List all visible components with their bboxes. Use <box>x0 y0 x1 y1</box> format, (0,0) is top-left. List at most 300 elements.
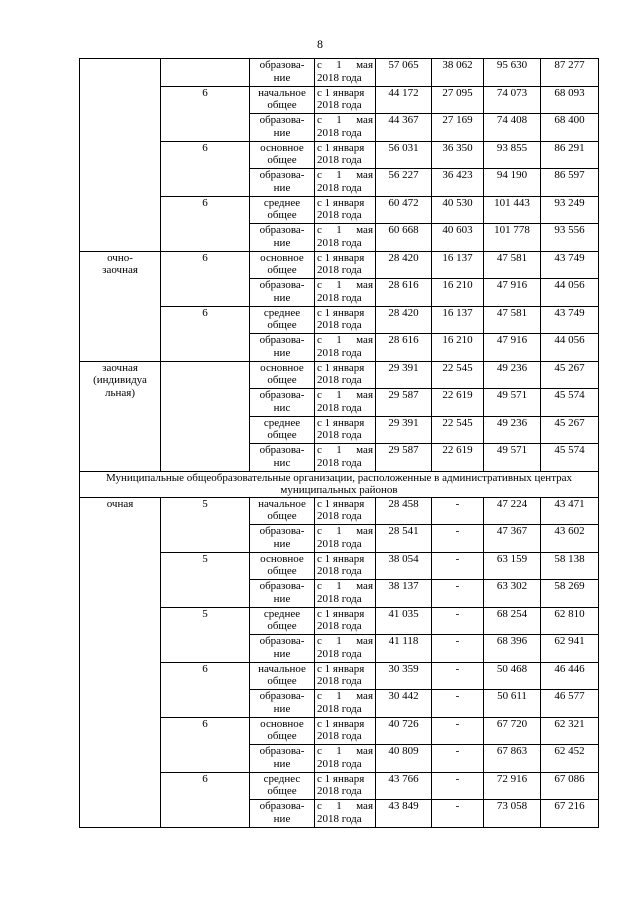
level-general: общее <box>267 374 297 386</box>
level-cell <box>250 196 315 224</box>
level-cell <box>250 717 315 745</box>
value-cell: 62 321 <box>541 717 599 745</box>
value-cell: 47 581 <box>484 251 541 279</box>
level-edu-top: образова- <box>259 525 305 537</box>
period-cell <box>315 525 376 553</box>
grade-cell: 6 <box>161 86 250 141</box>
value-cell: 62 941 <box>541 635 599 663</box>
level-cell <box>250 279 315 307</box>
level-cell <box>250 525 315 553</box>
value-cell: 58 138 <box>541 552 599 580</box>
value-cell: 63 159 <box>484 552 541 580</box>
period-cell <box>315 361 376 389</box>
grade-cell: 6 <box>161 717 250 772</box>
period-year: 2018 года <box>317 429 362 441</box>
value-cell: - <box>432 772 484 800</box>
level-cell <box>250 306 315 334</box>
period-year: 2018 года <box>317 510 362 522</box>
level-edu-bottom: нис <box>273 401 291 414</box>
period-prefix: с <box>317 389 322 401</box>
level-cell <box>250 114 315 142</box>
period-jan: с 1 января <box>317 662 365 675</box>
period-cell <box>315 690 376 718</box>
value-cell: 60 668 <box>376 224 432 252</box>
period-year: 2018 года <box>317 209 362 221</box>
level-name: среднее <box>263 416 301 429</box>
value-cell: 45 267 <box>541 361 599 389</box>
value-cell: 87 277 <box>541 59 599 87</box>
value-cell: 67 863 <box>484 745 541 773</box>
period-day: 1 <box>336 690 342 702</box>
level-cell <box>250 444 315 472</box>
period-cell <box>315 334 376 362</box>
level-general: общее <box>267 785 297 797</box>
value-cell: 29 587 <box>376 389 432 417</box>
level-general: общее <box>267 565 297 577</box>
value-cell: 44 056 <box>541 279 599 307</box>
level-cell <box>250 745 315 773</box>
value-cell: 86 291 <box>541 141 599 169</box>
period-cell <box>315 662 376 690</box>
value-cell: 50 611 <box>484 690 541 718</box>
value-cell: - <box>432 745 484 773</box>
level-cell <box>250 251 315 279</box>
value-cell: 67 086 <box>541 772 599 800</box>
period-year: 2018 года <box>317 456 362 469</box>
period-prefix: с <box>317 580 322 592</box>
value-cell: 47 367 <box>484 525 541 553</box>
period-cell <box>315 580 376 608</box>
period-month: мая <box>356 635 373 647</box>
value-cell: 43 471 <box>541 497 599 525</box>
value-cell: 28 616 <box>376 334 432 362</box>
value-cell: 68 400 <box>541 114 599 142</box>
level-cell <box>250 662 315 690</box>
period-prefix: с <box>317 745 322 757</box>
value-cell: 28 458 <box>376 497 432 525</box>
period-year: 2018 года <box>317 291 362 304</box>
level-edu-top: образова- <box>259 444 305 456</box>
value-cell: 29 391 <box>376 416 432 444</box>
level-general: общее <box>267 209 297 221</box>
period-year: 2018 года <box>317 374 362 386</box>
period-day: 1 <box>336 279 342 291</box>
value-cell: 101 778 <box>484 224 541 252</box>
period-year: 2018 года <box>317 757 362 770</box>
value-cell: 36 423 <box>432 169 484 197</box>
value-cell: 43 602 <box>541 525 599 553</box>
period-month: мая <box>356 114 373 126</box>
value-cell: 44 172 <box>376 86 432 114</box>
table-row <box>80 361 599 389</box>
level-edu-top: образова- <box>259 334 305 346</box>
level-edu-top: образова- <box>259 690 305 702</box>
value-cell: 56 227 <box>376 169 432 197</box>
period-jan: с 1 января <box>317 251 365 264</box>
form-cell <box>80 59 161 252</box>
value-cell: 95 630 <box>484 59 541 87</box>
grade-cell <box>161 361 250 471</box>
period-day: 1 <box>336 444 342 456</box>
value-cell: 72 916 <box>484 772 541 800</box>
level-general: общее <box>267 510 297 522</box>
period-cell <box>315 389 376 417</box>
period-cell <box>315 635 376 663</box>
period-cell <box>315 552 376 580</box>
level-name: основное <box>260 361 304 374</box>
period-day: 1 <box>336 635 342 647</box>
period-year: 2018 года <box>317 675 362 687</box>
level-name: среднее <box>263 607 301 620</box>
value-cell: 46 446 <box>541 662 599 690</box>
period-month: мая <box>356 59 373 71</box>
level-general: общее <box>267 154 297 166</box>
period-jan: с 1 января <box>317 552 365 565</box>
level-edu-bottom: ние <box>273 71 291 84</box>
period-month: мая <box>356 580 373 592</box>
level-name: основное <box>260 717 304 730</box>
form-label: очно- <box>107 251 133 264</box>
value-cell: 22 619 <box>432 389 484 417</box>
period-jan: с 1 января <box>317 497 365 510</box>
value-cell: 47 916 <box>484 334 541 362</box>
level-general: общее <box>267 429 297 441</box>
period-cell <box>315 772 376 800</box>
grade-cell: 5 <box>161 552 250 607</box>
level-edu-bottom: ние <box>273 181 291 194</box>
value-cell: 40 726 <box>376 717 432 745</box>
value-cell: 28 420 <box>376 251 432 279</box>
level-edu-bottom: ние <box>273 236 291 249</box>
grade-cell: 6 <box>161 196 250 251</box>
period-cell <box>315 169 376 197</box>
form-label: (индивидуа <box>93 374 147 386</box>
value-cell: 16 210 <box>432 279 484 307</box>
period-cell <box>315 306 376 334</box>
period-jan: с 1 января <box>317 306 365 319</box>
value-cell: 74 073 <box>484 86 541 114</box>
level-name: основное <box>260 552 304 565</box>
level-edu-bottom: ние <box>273 346 291 359</box>
level-edu-top: образова- <box>259 279 305 291</box>
value-cell: - <box>432 690 484 718</box>
level-name: среднее <box>263 306 301 319</box>
period-month: мая <box>356 800 373 812</box>
level-cell <box>250 552 315 580</box>
value-cell: 43 766 <box>376 772 432 800</box>
period-jan: с 1 января <box>317 86 365 99</box>
level-cell <box>250 800 315 828</box>
period-day: 1 <box>336 389 342 401</box>
period-cell <box>315 717 376 745</box>
value-cell: 28 420 <box>376 306 432 334</box>
period-cell <box>315 444 376 472</box>
period-cell <box>315 196 376 224</box>
grade-cell: 6 <box>161 306 250 361</box>
period-cell <box>315 497 376 525</box>
page-number: 8 <box>317 37 323 51</box>
value-cell: 43 849 <box>376 800 432 828</box>
value-cell: 68 254 <box>484 607 541 635</box>
period-cell <box>315 86 376 114</box>
period-year: 2018 года <box>317 264 362 276</box>
value-cell: 62 452 <box>541 745 599 773</box>
period-cell <box>315 416 376 444</box>
value-cell: 67 720 <box>484 717 541 745</box>
level-name: среднес <box>263 772 301 785</box>
period-prefix: с <box>317 635 322 647</box>
value-cell: 30 359 <box>376 662 432 690</box>
period-cell <box>315 114 376 142</box>
level-edu-top: образова- <box>259 114 305 126</box>
period-cell <box>315 607 376 635</box>
value-cell: 40 530 <box>432 196 484 224</box>
level-cell <box>250 772 315 800</box>
period-cell <box>315 279 376 307</box>
value-cell: 40 809 <box>376 745 432 773</box>
level-cell <box>250 59 315 87</box>
value-cell: 57 065 <box>376 59 432 87</box>
period-cell <box>315 224 376 252</box>
period-day: 1 <box>336 114 342 126</box>
level-cell <box>250 690 315 718</box>
value-cell: 49 236 <box>484 361 541 389</box>
level-cell <box>250 416 315 444</box>
value-cell: - <box>432 607 484 635</box>
period-prefix: с <box>317 279 322 291</box>
level-edu-top: образова- <box>259 389 305 401</box>
value-cell: 16 137 <box>432 251 484 279</box>
value-cell: 68 093 <box>541 86 599 114</box>
value-cell: 86 597 <box>541 169 599 197</box>
period-year: 2018 года <box>317 785 362 797</box>
value-cell: 49 236 <box>484 416 541 444</box>
value-cell: 29 391 <box>376 361 432 389</box>
period-day: 1 <box>336 224 342 236</box>
level-edu-bottom: ние <box>273 537 291 550</box>
period-year: 2018 года <box>317 647 362 660</box>
period-prefix: с <box>317 800 322 812</box>
value-cell: 27 095 <box>432 86 484 114</box>
period-month: мая <box>356 279 373 291</box>
value-cell: 47 581 <box>484 306 541 334</box>
level-cell <box>250 580 315 608</box>
level-cell <box>250 224 315 252</box>
period-year: 2018 года <box>317 702 362 715</box>
level-cell <box>250 497 315 525</box>
value-cell: 44 056 <box>541 334 599 362</box>
grade-cell: 6 <box>161 251 250 306</box>
level-cell <box>250 607 315 635</box>
grade-cell <box>161 59 250 87</box>
level-edu-top: образова- <box>259 224 305 236</box>
period-jan: с 1 января <box>317 607 365 620</box>
grade-cell: 6 <box>161 772 250 827</box>
value-cell: 73 058 <box>484 800 541 828</box>
period-year: 2018 года <box>317 730 362 742</box>
period-cell <box>315 59 376 87</box>
value-cell: - <box>432 552 484 580</box>
value-cell: 94 190 <box>484 169 541 197</box>
level-name: начальное <box>258 86 306 99</box>
period-day: 1 <box>336 169 342 181</box>
value-cell: - <box>432 635 484 663</box>
period-month: мая <box>356 169 373 181</box>
period-day: 1 <box>336 59 342 71</box>
table-body <box>80 59 599 828</box>
value-cell: 45 574 <box>541 389 599 417</box>
period-year: 2018 года <box>317 181 362 194</box>
period-month: мая <box>356 525 373 537</box>
level-edu-bottom: ние <box>273 592 291 605</box>
value-cell: 47 916 <box>484 279 541 307</box>
level-general: общее <box>267 99 297 111</box>
value-cell: 28 616 <box>376 279 432 307</box>
value-cell: - <box>432 800 484 828</box>
level-cell <box>250 86 315 114</box>
level-general: общее <box>267 675 297 687</box>
level-edu-bottom: нис <box>273 456 291 469</box>
level-edu-bottom: ние <box>273 126 291 139</box>
value-cell: 43 749 <box>541 306 599 334</box>
form-cell <box>80 497 161 827</box>
level-name: основное <box>260 141 304 154</box>
table-row <box>80 59 599 87</box>
level-edu-top: образова- <box>259 800 305 812</box>
level-general: общее <box>267 620 297 632</box>
level-general: общее <box>267 730 297 742</box>
value-cell: - <box>432 497 484 525</box>
value-cell: 16 137 <box>432 306 484 334</box>
period-month: мая <box>356 334 373 346</box>
period-year: 2018 года <box>317 99 362 111</box>
value-cell: - <box>432 662 484 690</box>
period-year: 2018 года <box>317 537 362 550</box>
form-label: заочная <box>102 264 138 276</box>
period-jan: с 1 января <box>317 772 365 785</box>
value-cell: 74 408 <box>484 114 541 142</box>
level-edu-top: образова- <box>259 745 305 757</box>
value-cell: 58 269 <box>541 580 599 608</box>
level-cell <box>250 361 315 389</box>
period-year: 2018 года <box>317 592 362 605</box>
value-cell: 56 031 <box>376 141 432 169</box>
period-month: мая <box>356 444 373 456</box>
form-label: льная) <box>105 386 135 399</box>
period-year: 2018 года <box>317 319 362 331</box>
value-cell: 22 545 <box>432 416 484 444</box>
period-year: 2018 года <box>317 565 362 577</box>
level-cell <box>250 169 315 197</box>
value-cell: 29 587 <box>376 444 432 472</box>
period-day: 1 <box>336 800 342 812</box>
value-cell: - <box>432 580 484 608</box>
period-jan: с 1 января <box>317 416 365 429</box>
period-jan: с 1 января <box>317 141 365 154</box>
funding-table <box>79 58 599 828</box>
period-year: 2018 года <box>317 620 362 632</box>
level-edu-top: образова- <box>259 635 305 647</box>
value-cell: 68 396 <box>484 635 541 663</box>
period-year: 2018 года <box>317 346 362 359</box>
period-year: 2018 года <box>317 401 362 414</box>
value-cell: 93 556 <box>541 224 599 252</box>
period-prefix: с <box>317 334 322 346</box>
value-cell: 63 302 <box>484 580 541 608</box>
value-cell: 38 137 <box>376 580 432 608</box>
value-cell: 22 545 <box>432 361 484 389</box>
form-label: очная <box>106 497 134 510</box>
period-cell <box>315 141 376 169</box>
value-cell: 67 216 <box>541 800 599 828</box>
period-prefix: с <box>317 114 322 126</box>
period-prefix: с <box>317 690 322 702</box>
value-cell: 43 749 <box>541 251 599 279</box>
period-jan: с 1 января <box>317 717 365 730</box>
level-edu-bottom: ние <box>273 757 291 770</box>
value-cell: - <box>432 717 484 745</box>
level-edu-bottom: ние <box>273 291 291 304</box>
period-month: мая <box>356 690 373 702</box>
period-month: мая <box>356 389 373 401</box>
value-cell: 93 855 <box>484 141 541 169</box>
grade-cell: 5 <box>161 497 250 552</box>
period-cell <box>315 745 376 773</box>
level-name: основное <box>260 251 304 264</box>
value-cell: 28 541 <box>376 525 432 553</box>
value-cell: 93 249 <box>541 196 599 224</box>
value-cell: 27 169 <box>432 114 484 142</box>
level-name: начальное <box>258 662 306 675</box>
level-general: общее <box>267 264 297 276</box>
level-name: среднее <box>263 196 301 209</box>
value-cell: 44 367 <box>376 114 432 142</box>
value-cell: 50 468 <box>484 662 541 690</box>
level-edu-top: образова- <box>259 59 305 71</box>
value-cell: 38 062 <box>432 59 484 87</box>
period-prefix: с <box>317 59 322 71</box>
value-cell: 62 810 <box>541 607 599 635</box>
section-header-row <box>80 471 599 497</box>
period-prefix: с <box>317 525 322 537</box>
section-header: Муниципальные общеобразовательные организации, расположенные в административных центрах муниципальных районов <box>80 471 599 497</box>
value-cell: 46 577 <box>541 690 599 718</box>
level-edu-bottom: ние <box>273 812 291 825</box>
value-cell: 49 571 <box>484 444 541 472</box>
level-edu-top: образова- <box>259 580 305 592</box>
level-edu-bottom: ние <box>273 702 291 715</box>
level-name: начальное <box>258 497 306 510</box>
period-cell <box>315 800 376 828</box>
level-general: общее <box>267 319 297 331</box>
value-cell: 49 571 <box>484 389 541 417</box>
period-month: мая <box>356 745 373 757</box>
period-jan: с 1 января <box>317 361 365 374</box>
level-edu-top: образова- <box>259 169 305 181</box>
value-cell: 45 574 <box>541 444 599 472</box>
period-day: 1 <box>336 525 342 537</box>
form-cell <box>80 361 161 471</box>
grade-cell: 6 <box>161 662 250 717</box>
level-cell <box>250 635 315 663</box>
period-prefix: с <box>317 444 322 456</box>
value-cell: - <box>432 525 484 553</box>
period-day: 1 <box>336 580 342 592</box>
level-edu-bottom: ние <box>273 647 291 660</box>
value-cell: 16 210 <box>432 334 484 362</box>
value-cell: 60 472 <box>376 196 432 224</box>
level-cell <box>250 141 315 169</box>
